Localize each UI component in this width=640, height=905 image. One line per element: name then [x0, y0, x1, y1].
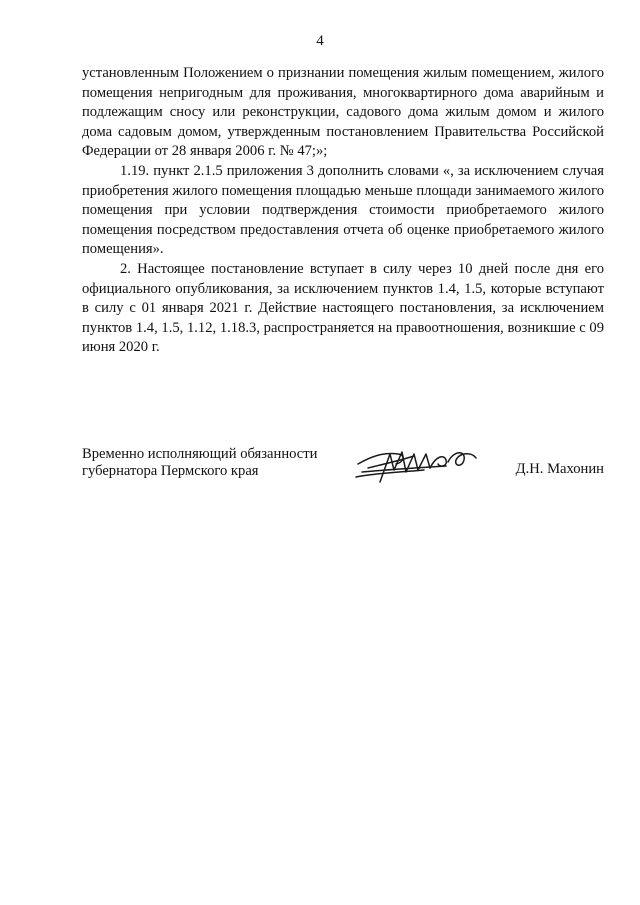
signatory-title-line-1: Временно исполняющий обязанности — [82, 446, 318, 462]
page-number: 4 — [316, 33, 324, 49]
signatory-title — [82, 446, 317, 480]
handwritten-signature-icon — [354, 442, 484, 488]
paragraph-item-1-19: 1.19. пункт 2.1.5 приложения 3 дополнить словами «, за исключением случая приобретения жилого помещения площадью меньше площади занимаемого жилого помещения при условии подтверждения стоимости приобретаемого жилого помещения посредством предоставления отчета об оценке приобретаемого жилого помещения». — [82, 162, 604, 258]
document-body — [82, 64, 604, 358]
signatory-name: Д.Н. Махонин — [515, 461, 604, 477]
signatory-title-line-2: губернатора Пермского края — [82, 463, 259, 479]
signature-block — [82, 446, 604, 496]
paragraph-item-2: 2. Настоящее постановление вступает в силу через 10 дней после дня его официального опубликования, за исключением пунктов 1.4, 1.5, которые вступают в силу с 01 января 2021 г. Действие настоящего постановления, за исключением пунктов 1.4, 1.5, 1.12, 1.18.3, распространяется на правоотношения, возникшие с 09 июня 2020 г. — [82, 260, 604, 356]
paragraph-continuation: установленным Положением о признании помещения жилым помещением, жилого помещения непригодным для проживания, многоквартирного дома аварийным и подлежащим сносу или реконструкции, садового дома жилым домом и жилого дома садовым домом, утвержденным постановлением Правительства Российской Федерации от 28 января 2006 г. № 47;»; — [82, 65, 604, 160]
